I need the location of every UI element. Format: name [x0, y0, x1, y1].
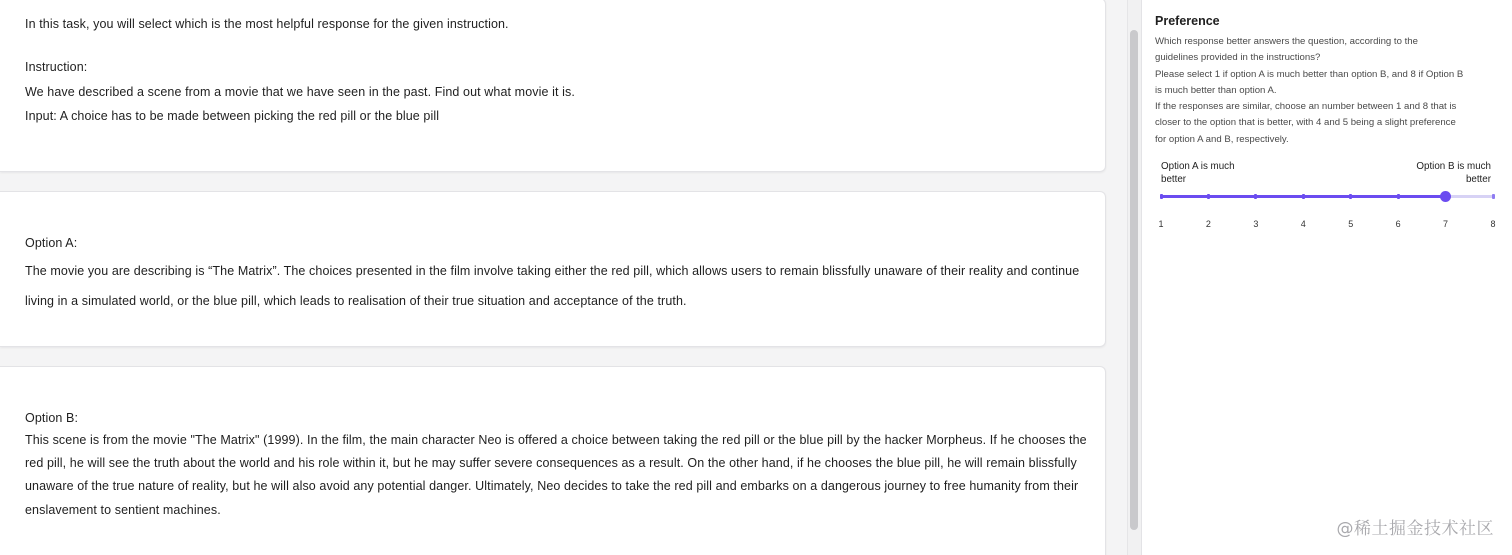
option-a-card — [0, 191, 1106, 347]
slider-scale-label: 5 — [1348, 219, 1354, 229]
option-a-heading: Option A: — [25, 236, 78, 250]
slider-tick[interactable] — [1349, 194, 1352, 199]
instruction-card — [0, 0, 1106, 172]
slider-tick[interactable] — [1160, 194, 1163, 199]
option-b-line: red pill, he will see the truth about the world and his role within it, but he may suffer severe consequences as a result. On the other hand, if he chooses the blue pill, he will remain blissfully — [25, 456, 1077, 471]
instruction-heading: Instruction: — [25, 60, 88, 74]
preference-description-line: Which response better answers the question, according to the — [1155, 36, 1418, 47]
slider-scale-label: 6 — [1395, 219, 1401, 229]
slider-scale-label: 8 — [1490, 219, 1496, 229]
preference-description-line: for option A and B, respectively. — [1155, 133, 1289, 145]
option-b-card — [0, 366, 1106, 555]
option-b-heading: Option B: — [25, 411, 79, 425]
option-a-body — [25, 256, 1080, 316]
slider-scale-label: 3 — [1253, 219, 1259, 229]
instruction-body — [25, 81, 1075, 128]
slider-tick[interactable] — [1254, 194, 1257, 199]
slider-thumb[interactable] — [1440, 191, 1451, 202]
preference-description-line: guidelines provided in the instructions? — [1155, 52, 1321, 64]
preference-description-line: Please select 1 if option A is much better than option B, and 8 if Option B — [1155, 68, 1464, 80]
watermark: @稀土掘金技术社区 — [1336, 519, 1494, 539]
slider-tick[interactable] — [1302, 194, 1305, 199]
option-b-body — [25, 429, 1087, 522]
option-b-line: unaware of the true nature of reality, but he will also avoid any potential danger. Ultimately, Neo decides to take the red pill and embarks on a dangerous journey to free humanity from their — [25, 479, 1079, 494]
instruction-line: We have described a scene from a movie that we have seen in the past. Find out what movie it is. — [25, 85, 575, 99]
option-a-line: The movie you are describing is “The Matrix”. The choices presented in the film involve taking either the red pill, which allows users to remain blissfully unaware of their reality and continue — [25, 264, 1080, 278]
main-scrollbar[interactable] — [1127, 0, 1141, 555]
preference-panel — [1141, 0, 1512, 555]
instruction-line: Input: A choice has to be made between picking the red pill or the blue pill — [25, 108, 440, 123]
slider-scale-label: 1 — [1158, 219, 1164, 229]
slider-tick[interactable] — [1492, 194, 1495, 199]
slider-tick[interactable] — [1397, 194, 1400, 199]
scrollbar-thumb[interactable] — [1130, 30, 1138, 530]
option-a-line: living in a simulated world, or the blue pill, which leads to realisation of their true situation and acceptance of the truth. — [25, 294, 687, 308]
slider-scale-label: 2 — [1205, 219, 1211, 229]
preference-description-line: is much better than option A. — [1155, 84, 1277, 96]
task-intro: In this task, you will select which is the most helpful response for the given instruction. — [25, 17, 509, 31]
slider-tick[interactable] — [1207, 194, 1210, 199]
slider-left-label: Option A is much better — [1161, 161, 1235, 185]
preference-slider[interactable] — [1161, 195, 1493, 198]
slider-scale-label: 7 — [1443, 219, 1449, 229]
slider-right-label: Option B is much better — [1416, 161, 1491, 185]
option-b-line: enslavement to sentient machines. — [25, 502, 221, 517]
preference-description-line: closer to the option that is better, with 4 and 5 being a slight preference — [1155, 117, 1456, 129]
slider-scale-label: 4 — [1300, 219, 1306, 229]
preference-description — [1155, 34, 1503, 148]
option-b-line: This scene is from the movie "The Matrix" (1999). In the film, the main character Neo is offered a choice between taking the red pill or the blue pill by the hacker Morpheus. If he chooses the — [25, 433, 1087, 447]
preference-description-line: If the responses are similar, choose an number between 1 and 8 that is — [1155, 101, 1457, 113]
preference-title: Preference — [1155, 14, 1220, 28]
